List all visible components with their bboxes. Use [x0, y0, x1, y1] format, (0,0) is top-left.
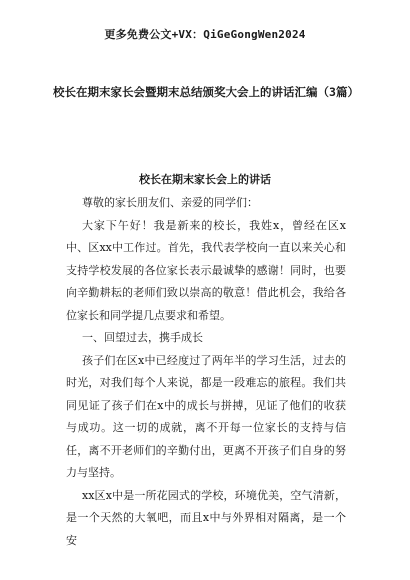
document-title: 校长在期末家长会暨期末总结颁奖大会上的讲话汇编（3篇）: [53, 85, 359, 99]
salutation-paragraph: 尊敬的家长朋友们、亲爱的同学们：: [82, 196, 258, 209]
body-paragraph: 孩子们在区x中已经度过了两年半的学习生活，过去的时光，对我们每个人来说，都是一段难忘的旅程。我们共同见证了孩子们在x中的成长与拼搏，见证了他们的收获与成功。这一切的成就，离不开每一位家长的支持与信任，离不开老师们的辛勤付出，更离不开孩子们自身的努力与坚持。: [66, 353, 346, 479]
body-paragraph: xx区x中是一所花园式的学校，环境优美，空气清新，是一个天然的大氧吧，而且x中与外界相对隔离，是一个安: [66, 488, 346, 547]
section-heading: 一、回望过去，携手成长: [82, 331, 203, 344]
header-watermark-text: 更多免费公文+VX：QiGeGongWen2024: [104, 28, 306, 41]
speech-body: [66, 192, 346, 552]
body-paragraph: 大家下午好！我是新来的校长，我姓x，曾经在区x中、区xx中工作过。首先，我代表学校向一直以来关心和支持学校发展的各位家长表示最诚挚的感谢！同时，也要向辛勤耕耘的老师们致以崇高的敬意！借此机会，我给各位家长和同学提几点要求和希望。: [66, 218, 346, 322]
speech-title: 校长在期末家长会上的讲话: [139, 173, 271, 186]
